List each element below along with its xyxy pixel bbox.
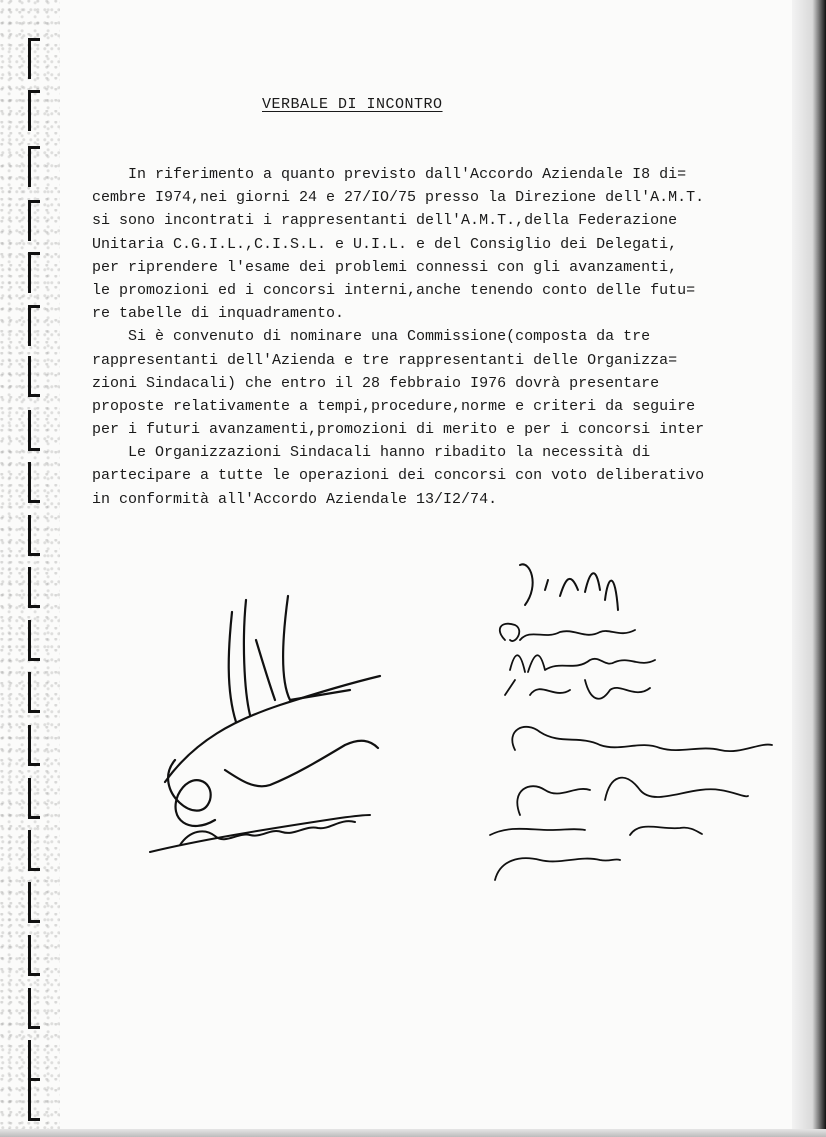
body-line: partecipare a tutte le operazioni dei concorsi con voto deliberativo [92,467,705,485]
body-line: rappresentanti dell'Azienda e tre rappresentanti delle Organizza= [92,351,678,369]
signature-right-top [520,564,618,610]
body-line: le promozioni ed i concorsi interni,anche tenendo conto delle futu= [92,281,696,299]
body-line: Si è convenuto di nominare una Commissione(composta da tre [92,328,651,346]
body-line: per i futuri avanzamenti,promozioni di merito e per i concorsi inter [92,421,705,439]
scan-right-shadow [792,0,826,1137]
signature-right-lucio [490,827,702,880]
body-line: Le Organizzazioni Sindacali hanno ribadito la necessità di [92,444,651,462]
document-title: VERBALE DI INCONTRO [262,96,443,113]
body-line: In riferimento a quanto previsto dall'Accordo Aziendale I8 di= [92,166,687,183]
body-line: in conformità all'Accordo Aziendale 13/I2/74. [92,490,498,508]
body-line: zioni Sindacali) che entro il 28 febbraio I976 dovrà presentare [92,374,660,392]
signature-right-mastroni [510,655,655,672]
signature-right-giuliano [500,624,635,641]
body-line: Unitaria C.G.I.L.,C.I.S.L. e U.I.L. e del Consiglio dei Delegati, [92,235,678,253]
signature-left-lesenglio [150,815,370,852]
signature-right-prodoss [512,727,772,751]
body-line: re tabelle di inquadramento. [92,305,345,323]
scan-bottom-edge [0,1129,826,1137]
body-line: cembre I974,nei giorni 24 e 27/IO/75 presso la Direzione dell'A.M.T. [92,189,705,207]
body-line: proposte relativamente a tempi,procedure,norme e criteri da seguire [92,397,696,415]
body-line: si sono incontrati i rappresentanti dell'A.M.T.,della Federazione [92,212,678,230]
signature-left-main [165,596,380,826]
signature-right-sergio [517,778,748,815]
signature-right-vanni [505,680,650,699]
body-line: per riprendere l'esame dei problemi connessi con gli avanzamenti, [92,258,678,276]
